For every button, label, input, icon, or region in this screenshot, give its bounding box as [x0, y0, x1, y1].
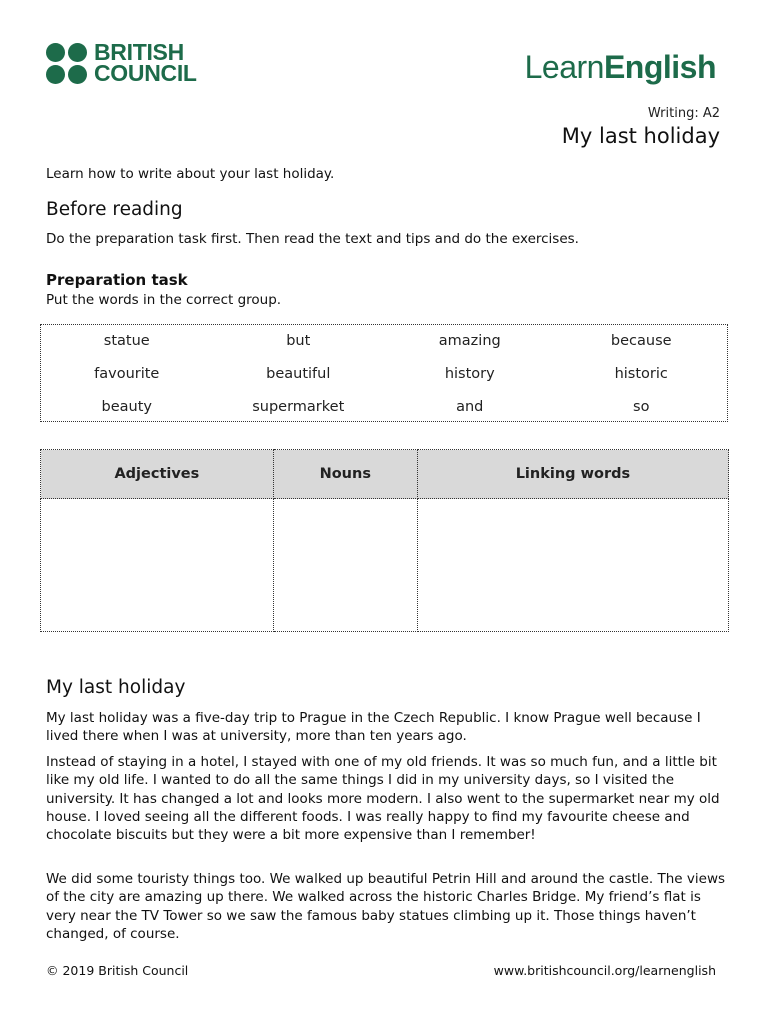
before-reading-text: Do the preparation task first. Then read the text and tips and do the exercises. — [46, 231, 579, 247]
word-item: supermarket — [252, 399, 345, 415]
word-item: so — [633, 399, 650, 415]
le-logo-english: English — [603, 49, 716, 85]
reading-paragraph: Instead of staying in a hotel, I stayed with one of my old friends. It was so much fun, and a little bit like my old life. I wanted to do all the same things I did in my university days, so I visited the university. It has changed a lot and looks more modern. I also went to the supermarket near my old house. I loved seeing all the different foods. I was really happy to find my favourite cheese and chocolate biscuits but they were a bit more expensive than I remember! — [46, 754, 720, 844]
word-item: statue — [103, 333, 150, 349]
word-item: beautiful — [266, 366, 331, 382]
bc-logo-line2: COUNCIL — [94, 60, 197, 86]
page-title: My last holiday — [561, 124, 720, 148]
word-item: favourite — [94, 366, 160, 382]
before-reading-heading: Before reading — [46, 199, 183, 220]
table-header-adjectives: Adjectives — [41, 450, 274, 499]
british-council-dots-icon — [46, 43, 87, 84]
table-header-nouns: Nouns — [273, 450, 417, 499]
word-item: history — [444, 366, 495, 382]
level-label: Writing: A2 — [647, 106, 720, 121]
word-item: and — [456, 399, 484, 415]
word-item: amazing — [438, 333, 501, 349]
answer-cell-nouns[interactable] — [273, 499, 417, 632]
word-item: beauty — [101, 399, 152, 415]
footer-url: www.britishcouncil.org/learnenglish — [493, 963, 716, 978]
footer-copyright: © 2019 British Council — [46, 963, 189, 978]
preparation-instruction: Put the words in the correct group. — [46, 292, 282, 308]
word-item: historic — [614, 366, 668, 382]
learnenglish-logo — [525, 49, 716, 86]
word-group-table — [40, 449, 729, 632]
answer-cell-adjectives[interactable] — [41, 499, 274, 632]
table-header-linking-words: Linking words — [417, 450, 728, 499]
le-logo-learn: Learn — [524, 49, 604, 85]
british-council-wordmark — [94, 39, 197, 86]
bc-logo-line1: BRITISH — [94, 39, 184, 65]
answer-cell-linking-words[interactable] — [417, 499, 728, 632]
intro-text: Learn how to write about your last holiday. — [46, 166, 335, 182]
word-item: but — [286, 333, 311, 349]
british-council-logo — [46, 39, 197, 86]
word-box — [40, 324, 728, 422]
reading-paragraph: We did some touristy things too. We walked up beautiful Petrin Hill and around the castle. The views of the city are amazing up there. We walked across the historic Charles Bridge. My friend’s flat is very near the TV Tower so we saw the famous baby statues climbing up it. Those things haven’t changed, of course. — [46, 871, 726, 942]
word-item: because — [610, 333, 672, 349]
reading-paragraph: My last holiday was a five-day trip to Prague in the Czech Republic. I know Prague well because I lived there when I was at university, more than ten years ago. — [46, 710, 701, 745]
preparation-heading: Preparation task — [46, 271, 188, 289]
reading-heading: My last holiday — [46, 677, 186, 698]
